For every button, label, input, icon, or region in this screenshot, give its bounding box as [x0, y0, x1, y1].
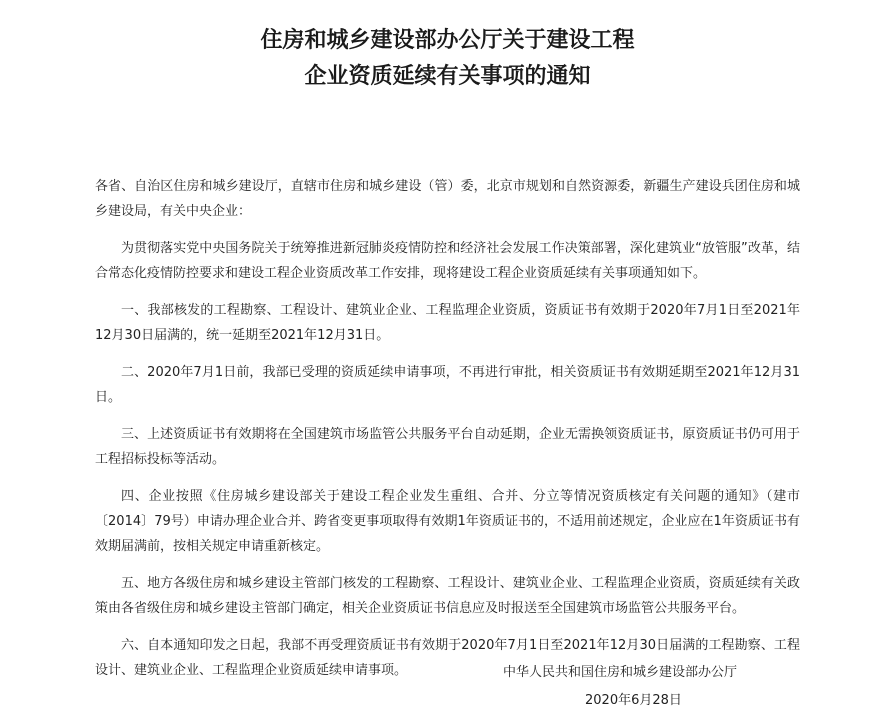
- signature-organization: 中华人民共和国住房和城乡建设部办公厅: [503, 665, 738, 680]
- paragraph-1: 一、我部核发的工程勘察、工程设计、建筑业企业、工程监理企业资质，资质证书有效期于2020年7月1日至2021年12月30日届满的，统一延期至2021年12月31日。: [95, 303, 800, 343]
- paragraph-2: 二、2020年7月1日前，我部已受理的资质延续申请事项，不再进行审批，相关资质证书有效期延期至2021年12月31日。: [95, 365, 800, 405]
- document-body: [95, 174, 800, 695]
- paragraph-3: 三、上述资质证书有效期将在全国建筑市场监管公共服务平台自动延期，企业无需换领资质证书，原资质证书仍可用于工程招标投标等活动。: [95, 427, 800, 467]
- addressee: 各省、自治区住房和城乡建设厅，直辖市住房和城乡建设（管）委，北京市规划和自然资源委，新疆生产建设兵团住房和城乡建设局，有关中央企业：: [95, 179, 800, 219]
- paragraph-6: 六、自本通知印发之日起，我部不再受理资质证书有效期于2020年7月1日至2021年12月30日届满的工程勘察、工程设计、建筑业企业、工程监理企业资质延续申请事项。: [95, 638, 800, 678]
- paragraph-4: 四、企业按照《住房城乡建设部关于建设工程企业发生重组、合并、分立等情况资质核定有关问题的通知》（建市〔2014〕79号）申请办理企业合并、跨省变更事项取得有效期1年资质证书的，不适用前述规定，企业应在1年资质证书有效期届满前，按相关规定申请重新核定。: [95, 489, 800, 554]
- paragraph-5: 五、地方各级住房和城乡建设主管部门核发的工程勘察、工程设计、建筑业企业、工程监理企业资质，资质延续有关政策由各省级住房和城乡建设主管部门确定，相关企业资质证书信息应及时报送至全国建筑市场监管公共服务平台。: [95, 576, 800, 616]
- signature-date: 2020年6月28日: [585, 693, 682, 708]
- paragraph-intro: 为贯彻落实党中央国务院关于统筹推进新冠肺炎疫情防控和经济社会发展工作决策部署，深化建筑业“放管服”改革，结合常态化疫情防控要求和建设工程企业资质改革工作安排，现将建设工程企业资质延续有关事项通知如下。: [95, 241, 800, 281]
- document-title-line2: 企业资质延续有关事项的通知: [304, 64, 591, 89]
- document-title-line1: 住房和城乡建设部办公厅关于建设工程: [260, 28, 635, 53]
